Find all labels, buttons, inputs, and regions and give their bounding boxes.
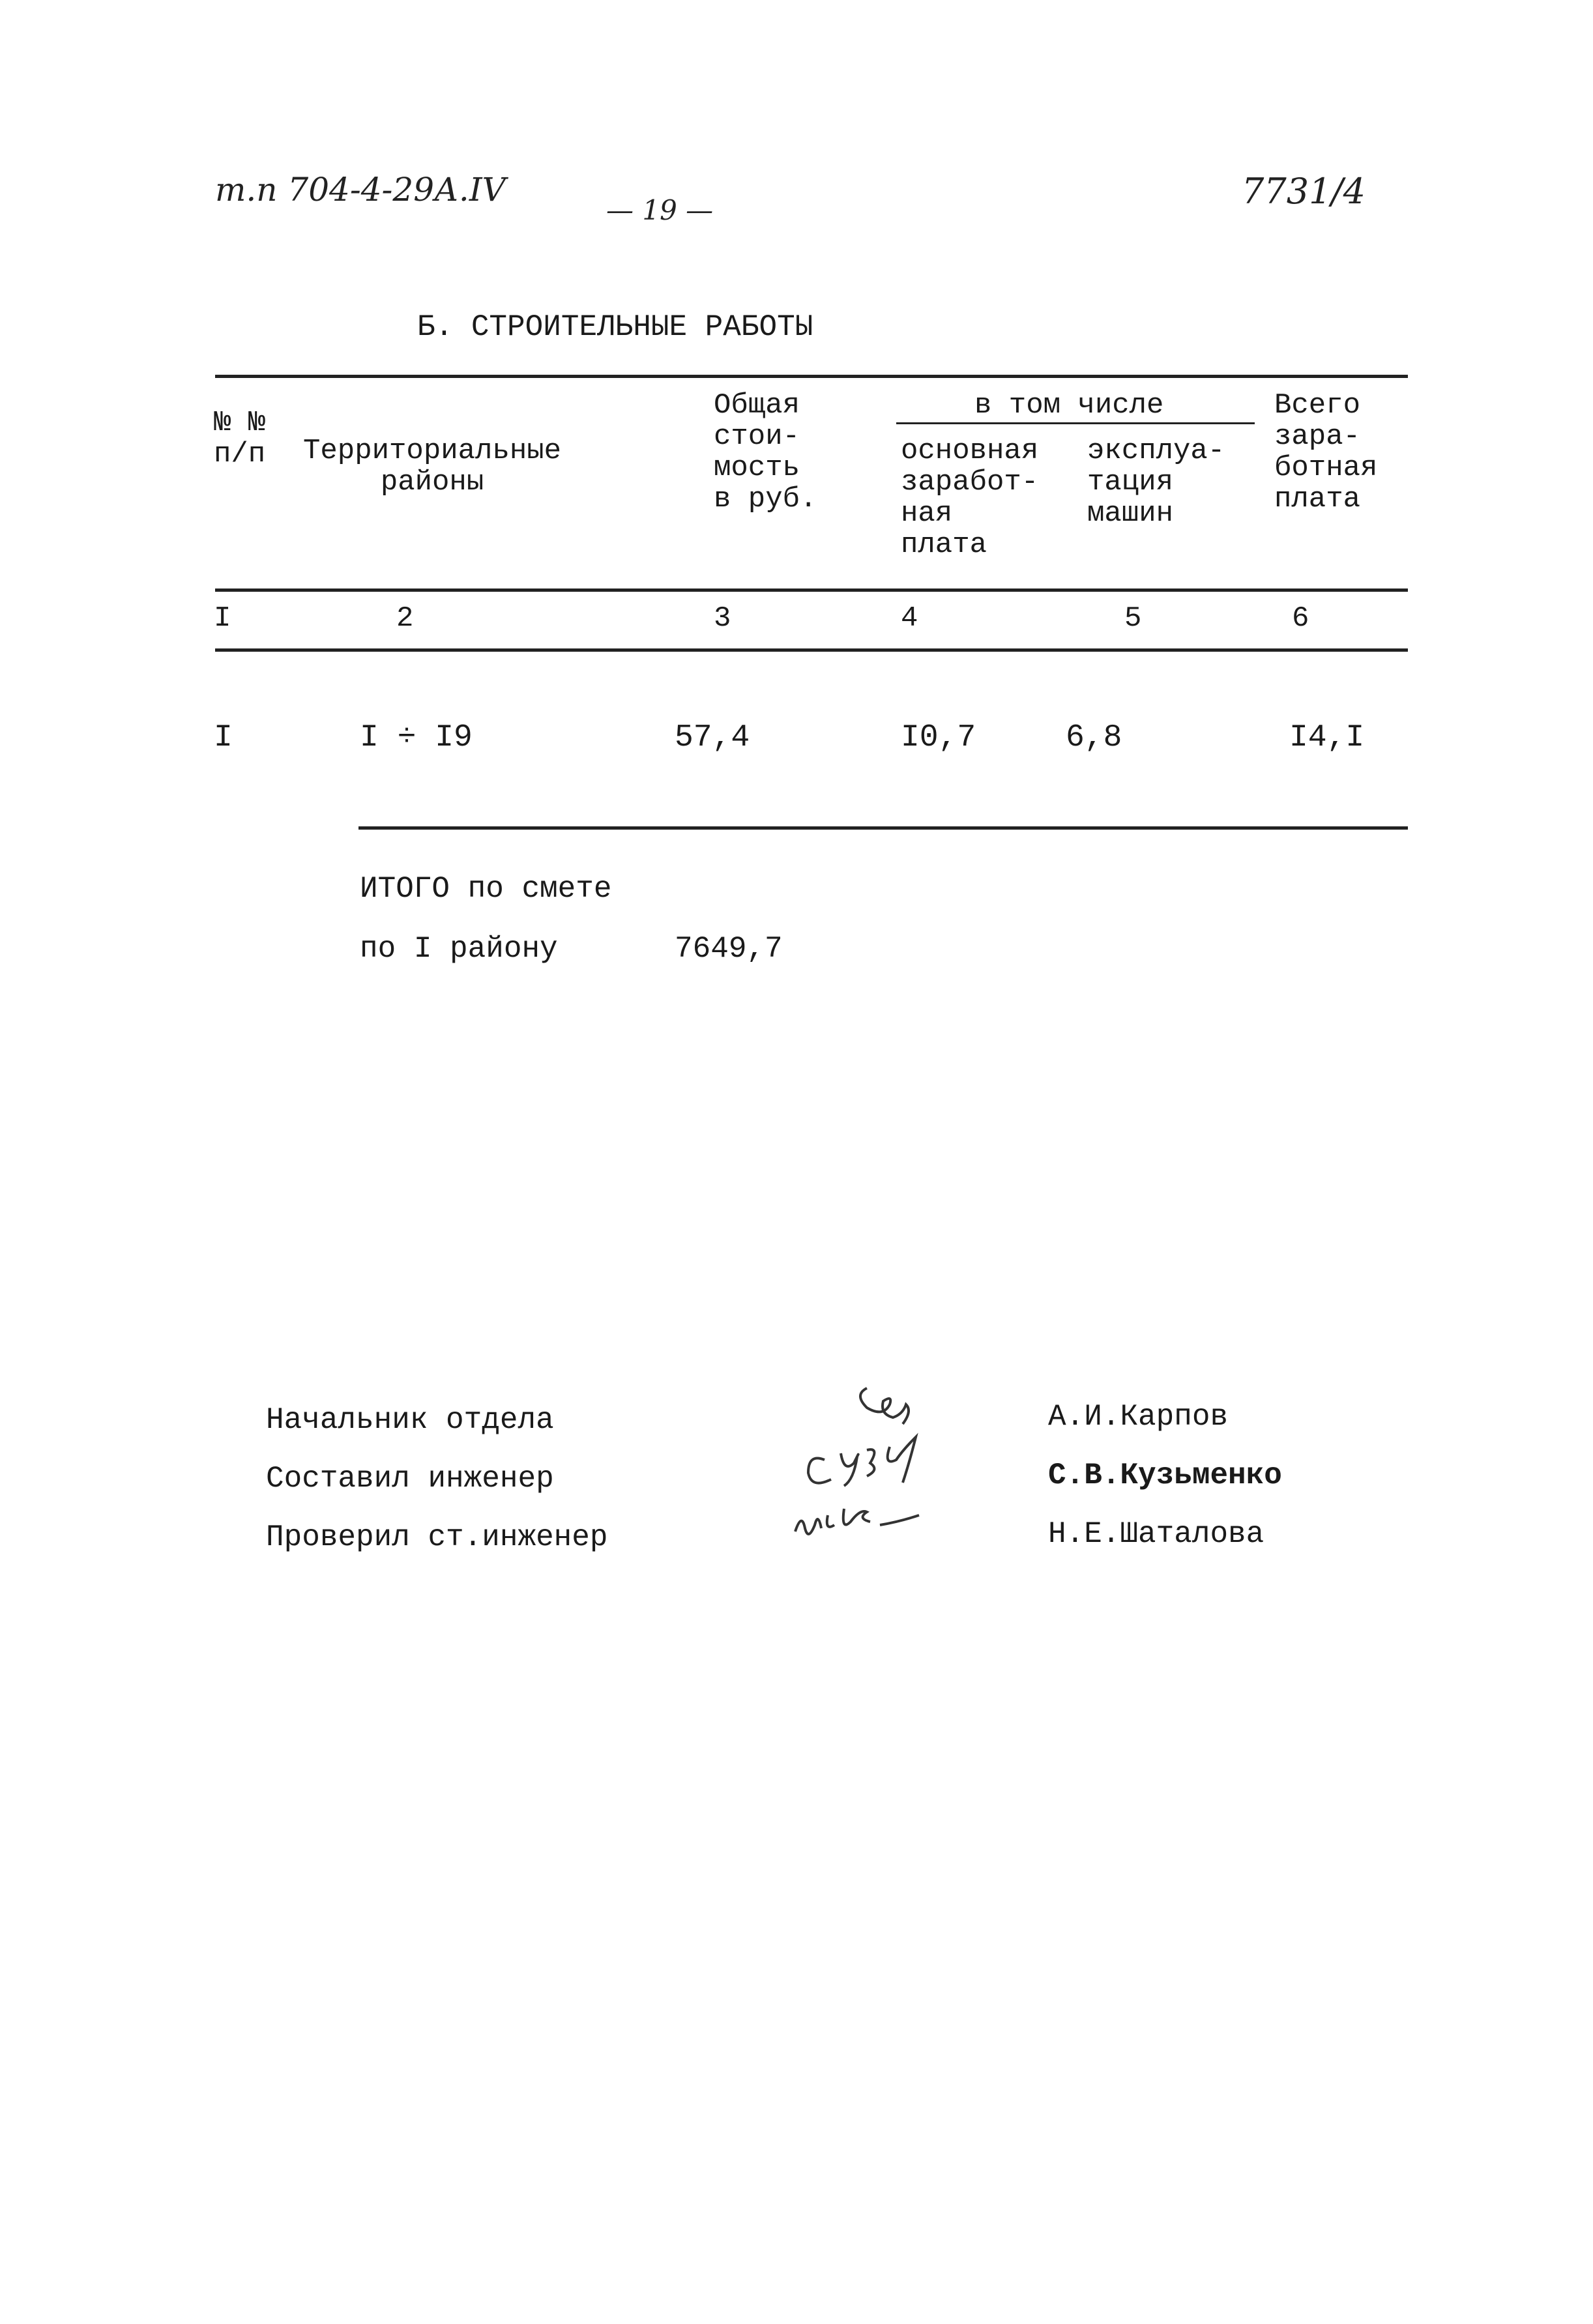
section-title: Б. СТРОИТЕЛЬНЫЕ РАБОТЫ xyxy=(417,310,813,344)
summary-label-line1: ИТОГО по смете xyxy=(360,872,612,906)
signature-name: А.И.Карпов xyxy=(1048,1400,1229,1434)
page-number: — 19 — xyxy=(606,194,714,226)
row-num: I xyxy=(214,720,233,755)
document-number: 7731/4 xyxy=(1242,171,1366,212)
column-number: 5 xyxy=(1124,602,1142,635)
column-number: 2 xyxy=(396,602,414,635)
signature-role: Проверил ст.инженер xyxy=(266,1520,608,1554)
project-code: т.п 704-4-29А.IV xyxy=(215,171,506,209)
signature-name: Н.Е.Шаталова xyxy=(1048,1517,1264,1551)
header-num: № № п/п xyxy=(214,407,266,471)
column-numbers-rule xyxy=(215,648,1408,652)
row-total-wage: I4,I xyxy=(1289,720,1365,755)
table-bottom-rule xyxy=(358,826,1408,830)
summary-label-line2: по I району xyxy=(360,932,558,966)
header-bottom-rule xyxy=(215,588,1408,592)
header-total-wage: Всего зара- ботная плата xyxy=(1274,389,1378,516)
column-number: I xyxy=(214,602,231,635)
summary-value: 7649,7 xyxy=(675,932,783,966)
header-machines: эксплуа- тация машин xyxy=(1087,435,1225,530)
signature-role: Начальник отдела xyxy=(266,1403,554,1437)
column-number: 6 xyxy=(1292,602,1309,635)
handwritten-signatures xyxy=(782,1375,978,1571)
row-base-wage: I0,7 xyxy=(901,720,976,755)
header-district: Территориальные районы xyxy=(303,435,562,499)
table-top-rule xyxy=(215,375,1408,378)
header-base-wage: основная заработ- ная плата xyxy=(901,435,1039,561)
header-incl-group: в том числе xyxy=(974,389,1164,422)
signature-name: С.В.Кузьменко xyxy=(1048,1459,1282,1492)
row-machines: 6,8 xyxy=(1066,720,1122,755)
column-number: 3 xyxy=(714,602,731,635)
header-total-cost: Общая стои- мость в руб. xyxy=(714,389,817,516)
column-number: 4 xyxy=(901,602,918,635)
incl-group-rule xyxy=(896,422,1255,424)
row-district: I ÷ I9 xyxy=(360,720,473,755)
signature-role: Составил инженер xyxy=(266,1462,554,1496)
row-total-cost: 57,4 xyxy=(675,720,750,755)
